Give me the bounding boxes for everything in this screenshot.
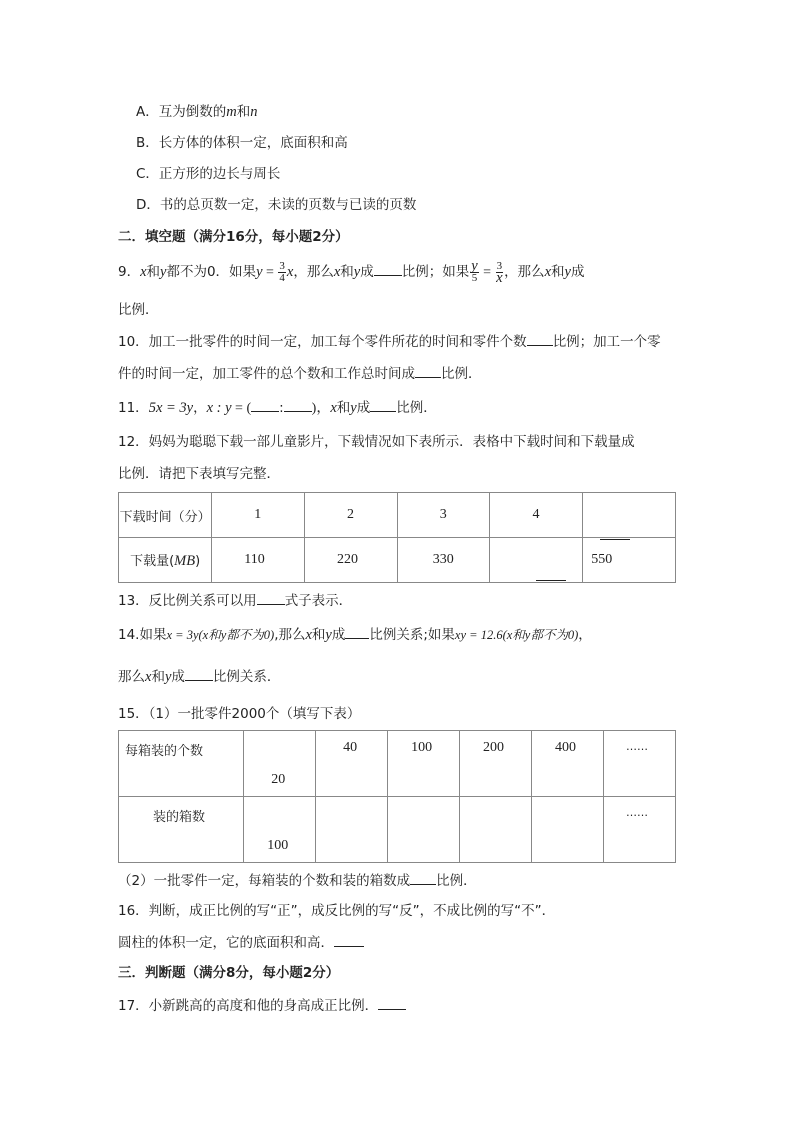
q14-text: 14.如果 xyxy=(118,627,167,643)
answer-blank[interactable] xyxy=(374,261,402,276)
table-cell-blank[interactable] xyxy=(583,493,676,538)
question-12-line1: 12．妈妈为聪聪下载一部儿童影片，下载情况如下表所示．表格中下载时间和下载量成 xyxy=(118,434,635,450)
table-cell xyxy=(244,797,316,863)
question-12-line2: 比例．请把下表填写完整． xyxy=(118,466,280,482)
q9-text: 比例；如果 xyxy=(401,264,470,280)
q9-equals: = xyxy=(479,265,495,280)
per-box-value: 100 xyxy=(411,739,433,755)
download-time-label: 下载时间（分） xyxy=(119,493,212,538)
q9-var: y xyxy=(160,264,167,280)
fraction-denominator: x xyxy=(496,269,503,286)
q14-text: 成 xyxy=(331,627,346,643)
download-amount-label xyxy=(119,538,212,583)
per-box-value: 40 xyxy=(343,739,358,755)
q14-text: 和 xyxy=(151,669,165,685)
question-15-title: 15．（1）一批零件2000个（填写下表） xyxy=(118,706,361,722)
per-box-value: 20 xyxy=(271,771,286,787)
label-text: 下载量( xyxy=(130,554,175,569)
q10-text: 件的时间一定，加工零件的总个数和工作总时间成 xyxy=(118,366,415,382)
table-cell xyxy=(119,731,244,797)
q14-text: ,那么 xyxy=(274,627,306,643)
question-16-line2 xyxy=(118,932,364,953)
q9-text: 成 xyxy=(570,264,585,280)
q14-equation: x = 3y(x和y都不为0) xyxy=(166,628,275,642)
q14-text: 比例关系． xyxy=(212,669,281,685)
table-cell-blank[interactable] xyxy=(532,797,604,863)
table-row xyxy=(119,493,676,538)
q9-fraction-y-5 xyxy=(470,257,478,284)
q9-fraction-3-x xyxy=(496,261,504,284)
option-a-text: A．互为倒数的 xyxy=(136,104,227,120)
q15-text: （2）一批零件一定，每箱装的个数和装的箱数成 xyxy=(118,873,411,889)
question-10-line1 xyxy=(118,331,661,352)
table-row xyxy=(119,731,676,797)
question-14-line1 xyxy=(118,624,592,645)
table-cell xyxy=(532,731,604,797)
amount-value: 220 xyxy=(337,552,358,567)
table-cell xyxy=(603,797,675,863)
fraction-denominator: 5 xyxy=(471,271,478,284)
q15-text: 比例． xyxy=(436,873,477,889)
option-c: C．正方形的边长与周长 xyxy=(136,166,281,182)
question-17 xyxy=(118,995,406,1016)
ellipsis: …… xyxy=(625,739,648,753)
ellipsis: …… xyxy=(625,805,648,819)
table-cell-blank[interactable] xyxy=(490,538,583,583)
q14-text: 那么 xyxy=(118,669,145,685)
box-count-value: 100 xyxy=(267,837,289,853)
option-a-and: 和 xyxy=(236,104,251,120)
question-10-line2 xyxy=(118,363,482,384)
q11-var: x xyxy=(330,400,337,416)
q14-var: y xyxy=(164,669,172,685)
q11-text: )， xyxy=(311,401,331,416)
q10-text: 比例． xyxy=(441,366,482,382)
unit-mb: MB xyxy=(174,553,196,569)
table-cell xyxy=(388,731,460,797)
per-box-value: 400 xyxy=(555,739,576,755)
question-9-line1 xyxy=(118,257,585,286)
amount-value: 550 xyxy=(591,552,613,567)
section-heading-fill-in: 二．填空题（满分16分，每小题2分） xyxy=(118,229,349,245)
amount-value: 330 xyxy=(432,552,454,567)
table-cell xyxy=(305,538,398,583)
q9-var: x xyxy=(286,264,294,280)
q9-equals: = xyxy=(262,265,278,280)
q11-text: 和 xyxy=(336,400,351,416)
time-value: 2 xyxy=(347,507,354,522)
table-cell xyxy=(212,538,305,583)
table-cell xyxy=(397,538,490,583)
q11-text: 成 xyxy=(356,400,371,416)
answer-blank[interactable] xyxy=(600,525,630,540)
answer-blank[interactable] xyxy=(257,590,285,605)
question-14-line2 xyxy=(118,666,280,687)
download-table xyxy=(118,492,676,583)
answer-blank[interactable] xyxy=(345,624,369,639)
per-box-value: 200 xyxy=(483,739,505,755)
box-count-label: 装的箱数 xyxy=(153,809,206,825)
q11-ratio: x : y xyxy=(206,400,232,416)
q11-colon: : xyxy=(279,400,284,416)
q9-text: ，那么 xyxy=(293,264,334,280)
parts-boxes-table xyxy=(118,730,676,863)
answer-blank[interactable] xyxy=(378,995,406,1010)
answer-blank[interactable] xyxy=(334,932,364,947)
answer-blank[interactable] xyxy=(527,331,553,346)
table-cell xyxy=(316,731,388,797)
fraction-numerator: 3 xyxy=(279,259,285,272)
q16-text: 圆柱的体积一定，它的底面积和高． xyxy=(118,935,334,951)
question-11 xyxy=(118,397,437,419)
q17-text: 17．小新跳高的高度和他的身高成正比例． xyxy=(118,998,379,1014)
q14-text: 成 xyxy=(171,669,185,685)
table-cell xyxy=(305,493,398,538)
q9-fraction-3-4 xyxy=(278,261,286,284)
answer-blank[interactable] xyxy=(284,397,312,412)
question-9-line2: 比例． xyxy=(118,302,159,318)
q10-text: 10．加工一批零件的时间一定，加工每个零件所花的时间和零件个数 xyxy=(118,334,527,350)
table-cell xyxy=(603,731,675,797)
table-cell xyxy=(397,493,490,538)
option-d: D．书的总页数一定，未读的页数与已读的页数 xyxy=(136,197,417,213)
q9-text: 和 xyxy=(340,264,354,280)
q10-text: 比例；加工一个零 xyxy=(552,334,661,350)
table-cell-blank[interactable] xyxy=(388,797,460,863)
question-15-part2 xyxy=(118,870,477,891)
q11-equation: 5x = 3y xyxy=(148,400,194,416)
table-row xyxy=(119,538,676,583)
q11-number: 11． xyxy=(118,400,149,416)
answer-blank[interactable] xyxy=(536,566,566,581)
q11-text: ， xyxy=(193,400,207,416)
q9-text: 和 xyxy=(146,264,161,280)
answer-blank[interactable] xyxy=(185,666,213,681)
fraction-numerator: y xyxy=(471,257,478,274)
q9-text: 都不为0．如果 xyxy=(166,264,257,280)
table-cell xyxy=(460,731,532,797)
q9-var: x xyxy=(544,264,551,280)
var-m: m xyxy=(226,104,237,120)
var-n: n xyxy=(250,104,258,120)
question-13 xyxy=(118,590,352,611)
section-heading-true-false: 三．判断题（满分8分，每小题2分） xyxy=(118,965,340,981)
q14-var: x xyxy=(145,669,152,685)
q9-var: x xyxy=(333,264,341,280)
q9-number: 9． xyxy=(118,264,141,280)
question-16-line1: 16．判断，成正比例的写“正”，成反比例的写“反”，不成比例的写“不”． xyxy=(118,903,556,919)
q13-text: 式子表示． xyxy=(284,593,353,609)
q9-var: y xyxy=(353,264,361,280)
time-value: 4 xyxy=(532,507,540,522)
table-cell xyxy=(119,797,244,863)
q11-text: 比例． xyxy=(396,400,437,416)
per-box-label: 每箱装的个数 xyxy=(125,743,204,759)
table-cell xyxy=(212,493,305,538)
q9-var: y xyxy=(564,264,571,280)
q14-text: 和 xyxy=(311,627,326,643)
table-row xyxy=(119,797,676,863)
q9-text: 成 xyxy=(360,264,374,280)
answer-blank[interactable] xyxy=(415,363,441,378)
q11-text: = ( xyxy=(231,401,252,416)
table-cell xyxy=(244,731,316,797)
answer-blank[interactable] xyxy=(251,397,279,412)
q14-equation: xy = 12.6(x和y都不为0) xyxy=(454,628,579,642)
q9-var: y xyxy=(256,264,263,280)
answer-blank[interactable] xyxy=(370,397,396,412)
table-cell-blank[interactable] xyxy=(460,797,532,863)
q9-text: ，那么 xyxy=(504,264,545,280)
table-cell xyxy=(490,493,583,538)
option-b: B．长方体的体积一定，底面积和高 xyxy=(136,135,348,151)
q14-var: y xyxy=(325,627,332,643)
answer-blank[interactable] xyxy=(410,870,436,885)
time-value: 1 xyxy=(254,507,262,522)
table-cell xyxy=(583,538,676,583)
q14-text: 比例关系;如果 xyxy=(369,627,455,643)
time-value: 3 xyxy=(439,507,447,522)
q11-var: y xyxy=(350,400,357,416)
fraction-denominator: 4 xyxy=(279,271,285,284)
q14-var: x xyxy=(305,627,312,643)
table-cell-blank[interactable] xyxy=(316,797,388,863)
q14-text: ， xyxy=(578,627,592,643)
option-a xyxy=(136,102,257,122)
fraction-numerator: 3 xyxy=(496,259,503,272)
label-text: ) xyxy=(195,554,201,569)
q9-text: 和 xyxy=(551,264,565,280)
amount-value: 110 xyxy=(244,552,265,567)
q9-var: x xyxy=(140,264,147,280)
q13-text: 13．反比例关系可以用 xyxy=(118,593,257,609)
